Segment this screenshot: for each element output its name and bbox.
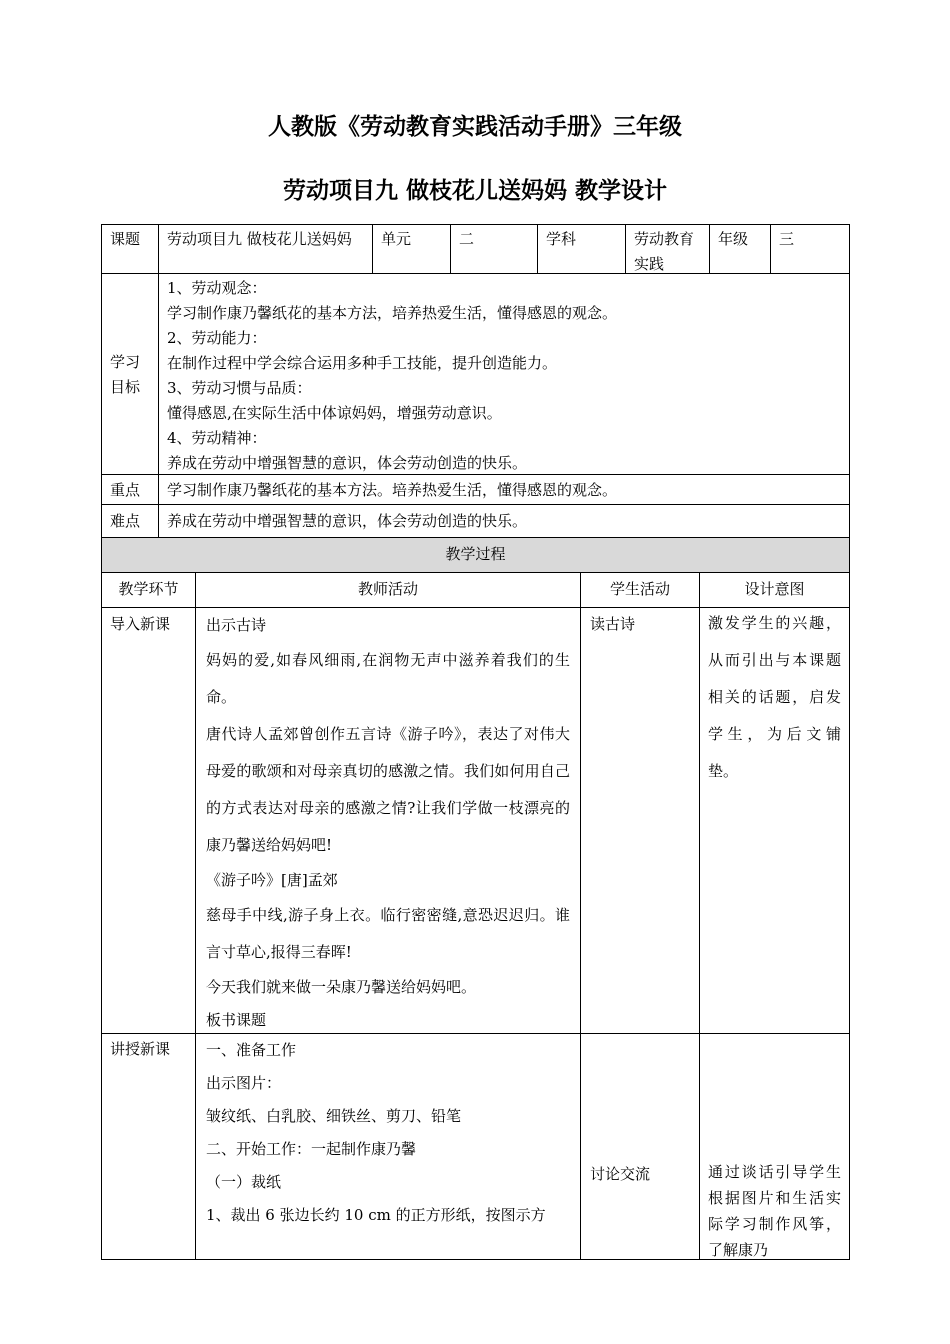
design-intent-cell: 通过谈话引导学生根据图片和生活实际学习制作风筝，了解康乃 xyxy=(708,1163,841,1259)
teacher-line: 今天我们就来做一朵康乃馨送给妈妈吧。 xyxy=(206,978,477,996)
objective-line: 1、劳动观念： xyxy=(167,279,267,297)
objective-line: 懂得感恩,在实际生活中体谅妈妈，增强劳动意识。 xyxy=(167,404,502,422)
header-student: 学生活动 xyxy=(609,580,670,598)
teacher-line: 出示图片： xyxy=(206,1074,282,1092)
table-rule xyxy=(101,572,850,573)
objective-line: 养成在劳动中增强智慧的意识，体会劳动创造的快乐。 xyxy=(167,454,528,472)
teacher-line: 一、准备工作 xyxy=(206,1041,297,1059)
objective-line: 2、劳动能力： xyxy=(167,329,267,347)
objective-line: 在制作过程中学会综合运用多种手工技能，提升创造能力。 xyxy=(167,354,558,372)
subject-label: 学科 xyxy=(546,230,577,248)
teacher-line: 板书课题 xyxy=(206,1011,267,1029)
header-intent: 设计意图 xyxy=(744,580,805,598)
objective-line: 3、劳动习惯与品质： xyxy=(167,379,312,397)
unit-value: 二 xyxy=(459,230,475,248)
objective-line: 4、劳动精神： xyxy=(167,429,267,447)
key-point-label: 重点 xyxy=(110,481,141,499)
difficulty-label: 难点 xyxy=(110,512,141,530)
teacher-line: 1、裁出 6 张边长约 10 cm 的正方形纸，按图示方 xyxy=(206,1206,546,1224)
teacher-line: 《游子吟》[唐]孟郊 xyxy=(206,871,338,889)
process-section-title: 教学过程 xyxy=(445,545,506,563)
topic-label: 课题 xyxy=(110,230,141,248)
student-activity-cell: 讨论交流 xyxy=(590,1165,651,1183)
topic-value: 劳动项目九 做枝花儿送妈妈 xyxy=(167,230,352,248)
grade-label: 年级 xyxy=(718,230,749,248)
teacher-line: （一）裁纸 xyxy=(206,1173,282,1191)
design-intent-cell: 激发学生的兴趣，从而引出与本课题相关的话题，启发学生，为后文铺垫。 xyxy=(708,614,841,780)
document-title: 人教版《劳动教育实践活动手册》三年级 xyxy=(268,114,682,140)
key-point-value: 学习制作康乃馨纸花的基本方法。培养热爱生活，懂得感恩的观念。 xyxy=(167,481,618,499)
teacher-activity-cell xyxy=(196,1034,580,1232)
teacher-line: 慈母手中线,游子身上衣。临行密密缝,意恐迟迟归。谁言寸草心,报得三春晖! xyxy=(206,906,570,961)
subject-value: 劳动教育实践 xyxy=(634,230,695,273)
teacher-line: 妈妈的爱,如春风细雨,在润物无声中滋养着我们的生命。 xyxy=(206,651,570,706)
teacher-line: 唐代诗人孟郊曾创作五言诗《游子吟》，表达了对伟大母爱的歌颂和对母亲真切的感激之情。我们如何用自己的方式表达对母亲的感激之情?让我们学做一枝漂亮的康乃馨送给妈妈吧! xyxy=(206,725,570,854)
unit-label: 单元 xyxy=(381,230,412,248)
header-stage: 教学环节 xyxy=(118,580,179,598)
document-subtitle: 劳动项目九 做枝花儿送妈妈 教学设计 xyxy=(282,178,667,204)
table-rule xyxy=(101,537,850,538)
table-rule xyxy=(580,572,581,1260)
objective-line: 学习制作康乃馨纸花的基本方法，培养热爱生活，懂得感恩的观念。 xyxy=(167,304,618,322)
objectives-label: 学习目标 xyxy=(110,353,141,396)
grade-value: 三 xyxy=(779,230,795,248)
difficulty-value: 养成在劳动中增强智慧的意识，体会劳动创造的快乐。 xyxy=(167,512,528,530)
teacher-line: 出示古诗 xyxy=(206,616,267,634)
teacher-line: 二、开始工作：一起制作康乃馨 xyxy=(206,1140,417,1158)
stage-cell: 讲授新课 xyxy=(110,1040,171,1058)
stage-cell: 导入新课 xyxy=(110,615,171,633)
teacher-activity-cell xyxy=(196,609,580,1037)
student-activity-cell: 读古诗 xyxy=(590,615,636,633)
teacher-line: 皱纹纸、白乳胶、细铁丝、剪刀、铅笔 xyxy=(206,1107,462,1125)
objectives-content xyxy=(159,274,849,478)
table-border-right xyxy=(849,224,850,1260)
header-teacher: 教师活动 xyxy=(357,580,418,598)
